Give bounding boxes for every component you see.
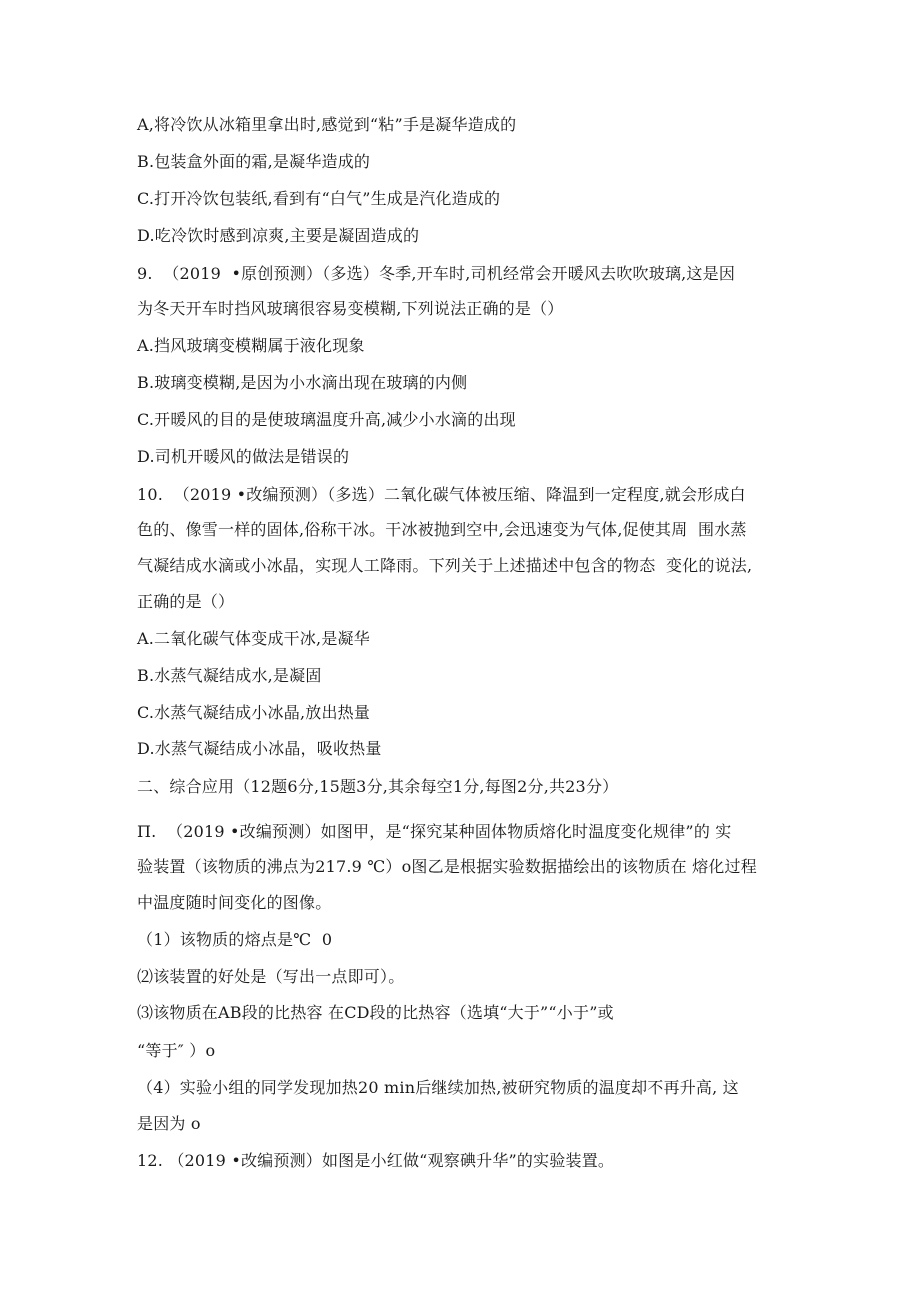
q11-part-1: （1）该物质的熔点是℃ 0 — [137, 930, 333, 949]
q8-option-c: C.打开冷饮包装纸,看到有“白气”生成是汽化造成的 — [137, 189, 501, 208]
q10-option-b: B.水蒸气凝结成水,是凝固 — [137, 666, 322, 685]
q9-stem-line-1: 9. （2019 •原创预测）（多选）冬季,开车时,司机经常会开暖风去吹吹玻璃,这是因 — [137, 264, 736, 283]
q9-stem-line-2: 为冬天开车时挡风玻璃很容易变模糊,下列说法正确的是（） — [137, 299, 564, 318]
q10-stem-line-3: 气凝结成水滴或小冰晶，实现人工降雨。下列关于上述描述中包含的物态 变化的说法, — [137, 556, 753, 575]
section-heading: 二、综合应用（12题6分,15题3分,其余每空1分,每图2分,共23分） — [137, 777, 619, 796]
q12-stem: 12. （2019 •改编预测）如图是小红做“观察碘升华”的实验装置。 — [137, 1151, 615, 1170]
q10-option-a: A.二氧化碳气体变成干冰,是凝华 — [137, 629, 370, 648]
q11-part-4-line-2: 是因为 o — [137, 1114, 201, 1133]
q9-option-a: A.挡风玻璃变模糊属于液化现象 — [137, 336, 365, 355]
q11-part-2: ⑵该装置的好处是（写出一点即可）。 — [137, 967, 405, 986]
q8-option-d: D.吃冷饮时感到凉爽,主要是凝固造成的 — [137, 226, 420, 245]
q10-stem-line-4: 正确的是（） — [137, 592, 235, 611]
q10-stem-line-2: 色的、像雪一样的固体,俗称干冰。干冰被抛到空中,会迅速变为气体,促使其周 围水蒸 — [137, 520, 747, 539]
q11-part-3-line-2: “等于″ ）o — [137, 1041, 216, 1060]
q11-stem-line-2: 验装置（该物质的沸点为217.9 ℃）o图乙是根据实验数据描绘出的该物质在 熔化过程 — [137, 857, 757, 876]
q11-part-4-line-1: （4）实验小组的同学发现加热20 min后继续加热,被研究物质的温度却不再升高, 这 — [137, 1078, 739, 1097]
q8-option-b: B.包装盒外面的霜,是凝华造成的 — [137, 152, 371, 171]
q11-part-3-line-1: ⑶该物质在AB段的比热容 在CD段的比热容（选填“大于”“小于”或 — [137, 1003, 614, 1022]
q9-option-b: B.玻璃变模糊,是因为小水滴出现在玻璃的内侧 — [137, 373, 468, 392]
q8-option-a: A,将冷饮从冰箱里拿出时,感觉到“粘”手是凝华造成的 — [137, 115, 517, 134]
q10-option-c: C.水蒸气凝结成小冰晶,放出热量 — [137, 703, 371, 722]
q10-option-d: D.水蒸气凝结成小冰晶，吸收热量 — [137, 739, 382, 758]
q9-option-d: D.司机开暖风的做法是错误的 — [137, 447, 350, 466]
q11-stem-line-1: Π. （2019 •改编预测）如图甲，是“探究某种固体物质熔化时温度变化规律”的 实 — [137, 822, 732, 841]
q11-stem-line-3: 中温度随时间变化的图像。 — [137, 893, 332, 912]
q10-stem-line-1: 10. （2019 •改编预测）（多选）二氧化碳气体被压缩、降温到一定程度,就会形成白 — [137, 485, 746, 504]
q9-option-c: C.开暖风的目的是使玻璃温度升高,减少小水滴的出现 — [137, 410, 516, 429]
